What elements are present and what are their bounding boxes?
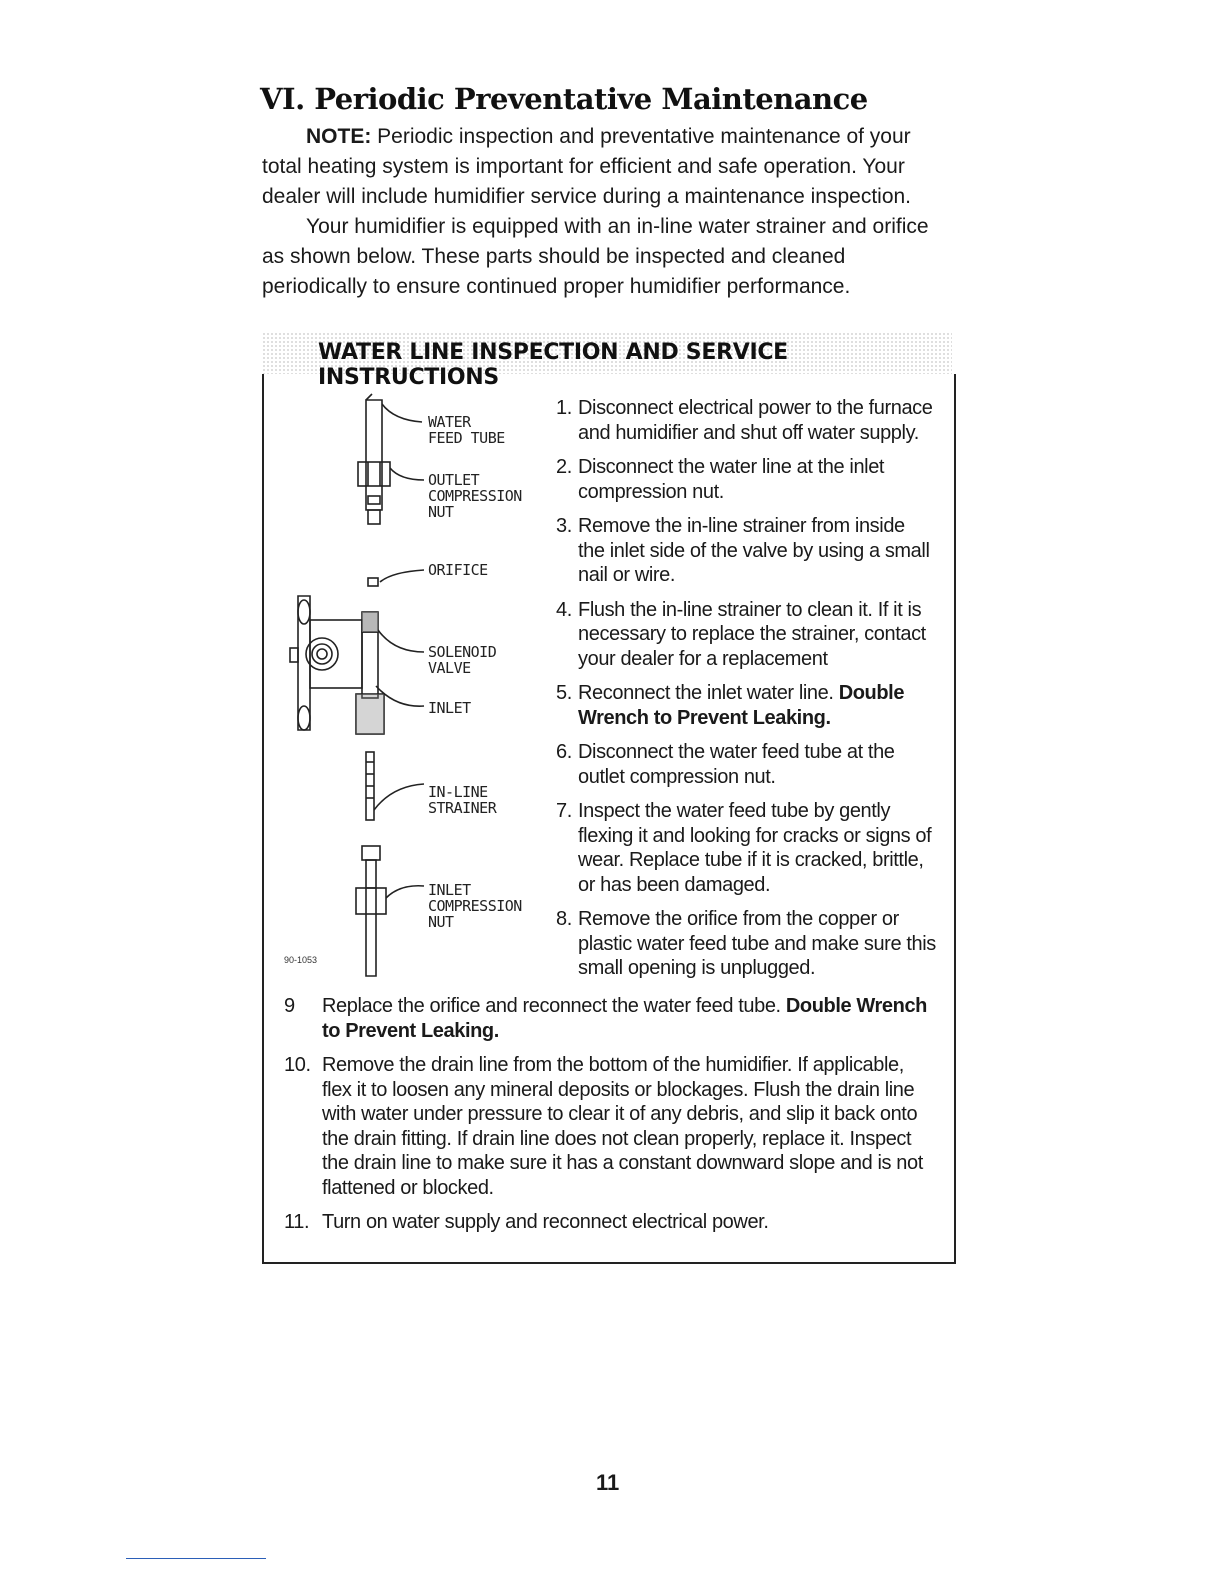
label-line: OUTLET [428, 471, 480, 489]
label-orifice [428, 562, 488, 578]
figure-code: 90-1053 [284, 955, 318, 965]
label-line: INLET [428, 699, 471, 717]
orifice-shape [368, 578, 378, 586]
step-text: Remove the orifice from the copper or plastic water feed tube and make sure this small opening is unplugged. [578, 908, 936, 979]
label-line: COMPRESSION [428, 897, 522, 915]
label-inlet [428, 700, 471, 716]
step-6 [556, 740, 936, 789]
step-number: 1. [556, 397, 572, 419]
leader-orifice [380, 570, 424, 582]
label-line: INLET [428, 881, 471, 899]
step-text: Replace the orifice and reconnect the water feed tube. [322, 995, 786, 1017]
label-inlet-compression-nut [428, 882, 522, 930]
label-water-feed-tube [428, 414, 505, 446]
inlet-nut-shape [356, 888, 386, 914]
note-text: Periodic inspection and preventative maintenance of your total heating system is important for efficient and safe operation. Your dealer will include humidifier service during a maintenance inspection. [262, 125, 912, 208]
label-line: SOLENOID [428, 643, 497, 661]
step-8 [556, 907, 936, 981]
label-line: NUT [428, 913, 454, 931]
step-number: 5. [556, 682, 572, 704]
leader-inlet-nut [386, 886, 424, 898]
leader-outlet [390, 468, 424, 480]
leader-solenoid [378, 630, 424, 652]
leader-water [382, 404, 422, 422]
step-number: 10. [284, 1054, 311, 1076]
step-number: 7. [556, 800, 572, 822]
inlet-fitting-shape [362, 846, 380, 860]
step-number: 4. [556, 598, 572, 621]
label-line: COMPRESSION [428, 487, 522, 505]
step-9 [284, 994, 932, 1043]
step-text: Remove the drain line from the bottom of the humidifier. If applicable, flex it to loosen any mineral deposits or blockages. Flush the drain line with water under pressure to clear it of any debris, and slip it back onto the drain fitting. If drain line does not clean properly, replace it. Inspect the drain line to make sure it has a constant downward slope and is not flattened or blocked. [322, 1054, 923, 1199]
step-5 [556, 681, 936, 730]
step-number: 8. [556, 908, 572, 930]
step-number: 3. [556, 515, 572, 537]
step-text: Remove the in-line strainer from inside the inlet side of the valve by using a small nail or wire. [578, 515, 930, 586]
step-4 [556, 598, 936, 672]
label-line: ORIFICE [428, 561, 488, 579]
label-line: IN-LINE [428, 783, 488, 801]
label-in-line-strainer [428, 784, 496, 816]
label-line: FEED TUBE [428, 429, 505, 447]
label-solenoid-valve [428, 644, 496, 676]
step-text: Disconnect the water feed tube at the outlet compression nut. [578, 741, 895, 788]
section-heading: VI. Periodic Preventative Maintenance [260, 82, 868, 116]
step-text: Reconnect the inlet water line. [578, 682, 839, 704]
label-line: NUT [428, 503, 454, 521]
instructions-box-title [262, 332, 952, 390]
step-number: 6. [556, 741, 572, 763]
water-line-diagram [282, 390, 562, 990]
step-text: Disconnect electrical power to the furnace and humidifier and shut off water supply. [578, 397, 933, 444]
step-number: 2. [556, 456, 572, 478]
step-7 [556, 799, 936, 897]
label-outlet-compression-nut [428, 472, 522, 520]
step-text: Turn on water supply and reconnect electrical power. [322, 1211, 769, 1233]
step-text: Inspect the water feed tube by gently flexing it and looking for cracks or signs of wear. Replace tube if it is cracked, brittle, or has been damaged. [578, 800, 932, 896]
instructions-title-text: WATER LINE INSPECTION AND SERVICE INSTRUCTIONS [318, 340, 788, 390]
step-1 [556, 396, 936, 445]
intro-text [262, 122, 952, 302]
step-warning: Double Wrench to Prevent Leaking. [578, 682, 905, 729]
label-line: VALVE [428, 659, 471, 677]
step-2 [556, 455, 936, 504]
page-number: 11 [596, 1470, 620, 1495]
note-paragraph [262, 122, 952, 212]
tube-top-cut [366, 394, 372, 400]
step-10 [284, 1053, 932, 1200]
step-text: Disconnect the water line at the inlet compression nut. [578, 456, 885, 503]
label-line: STRAINER [428, 799, 497, 817]
water-feed-tube-shape [366, 400, 382, 510]
instruction-steps-bottom [284, 994, 932, 1245]
step-3 [556, 514, 936, 588]
instruction-steps-right [556, 396, 936, 991]
footer-rule [126, 1558, 266, 1559]
strainer-paragraph: Your humidifier is equipped with an in-line water strainer and orifice as shown below. These parts should be inspected and cleaned periodically to ensure continued proper humidifier performance. [262, 215, 929, 298]
step-number: 9 [284, 995, 295, 1017]
step-text: Flush the in-line strainer to clean it. If it is necessary to replace the strainer, contact your dealer for a replacement [578, 598, 926, 670]
step-warning: Double Wrench to Prevent Leaking. [322, 995, 927, 1042]
step-number: 11. [284, 1211, 310, 1233]
note-label: NOTE: [306, 125, 372, 148]
step-11 [284, 1210, 932, 1235]
label-line: WATER [428, 413, 471, 431]
outlet-nut-shape [358, 462, 390, 486]
leader-strainer [374, 784, 424, 810]
